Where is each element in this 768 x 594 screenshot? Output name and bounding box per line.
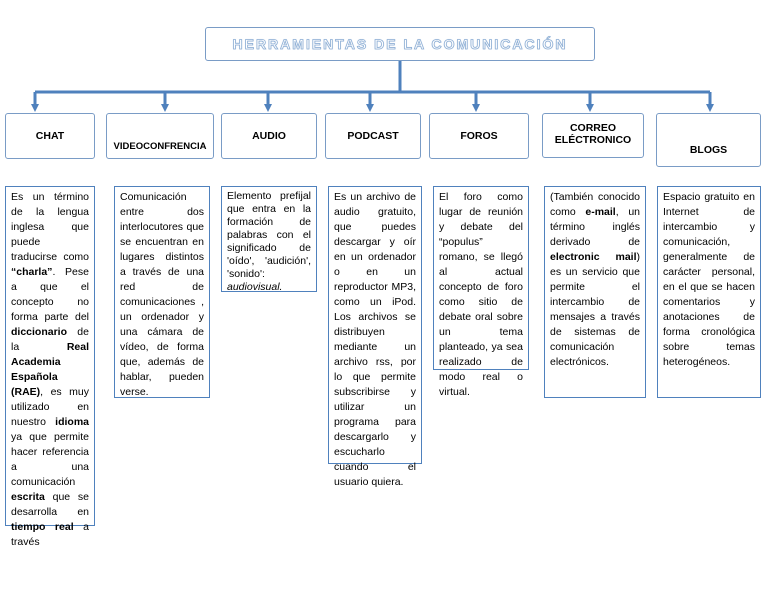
- header-chat-label: CHAT: [35, 130, 65, 142]
- header-podcast: [325, 113, 421, 159]
- desc-audio: Elemento prefijal que entra en la formación de palabras con el significado de 'oído', 'audición', 'sonido': audiovisual.: [221, 186, 317, 292]
- header-chat: [5, 113, 95, 159]
- header-audio-label: AUDIO: [252, 130, 286, 142]
- diagram-title: HERRAMIENTAS DE LA COMUNICACIÓN: [232, 36, 568, 52]
- desc-foros: El foro como lugar de reunión y debate del “populus” romano, se llegó al actual concepto de foro como sitio de debate oral sobre un tema planteado, ya sea realizado de modo real o virtual.: [433, 186, 529, 370]
- header-correo-label: CORREO ELÉCTRONICO: [554, 122, 632, 146]
- header-audio: [221, 113, 317, 159]
- header-videoconferencia-label: VIDEOCONFRENCIA: [113, 141, 207, 152]
- header-podcast-label: PODCAST: [347, 130, 399, 142]
- desc-correo: (También conocido como e-mail, un término inglés derivado de electronic mail) es un servicio que permite el intercambio de mensajes a través de sistemas de comunicación electrónicos.: [544, 186, 646, 398]
- desc-videoconferencia: Comunicación entre dos interlocutores que se encuentran en lugares distintos a través de una red de comunicaciones , un ordenador y una cámara de vídeo, de forma que, además de hablar, pueden verse.: [114, 186, 210, 398]
- desc-blogs: Espacio gratuito en Internet de intercambio y comunicación, generalmente de carácter personal, en el que se hacen comentarios y anotaciones de forma cronológica sobre temas heterogéneos.: [657, 186, 761, 398]
- desc-chat: Es un término de la lengua inglesa que puede traducirse como “charla”. Pese a que el concepto no forma parte del diccionario de la Real Academia Española (RAE), es muy utilizado en nuestro idioma ya que permite hacer referencia a una comunicación escrita que se desarrolla en tiempo real a través: [5, 186, 95, 526]
- header-correo: [542, 113, 644, 158]
- header-foros: [429, 113, 529, 159]
- header-blogs: [656, 113, 761, 167]
- header-foros-label: FOROS: [460, 130, 498, 142]
- header-blogs-label: BLOGS: [689, 144, 728, 156]
- header-videoconferencia: [106, 113, 214, 159]
- desc-podcast: Es un archivo de audio gratuito, que puedes descargar y oír en un ordenador o en un reproductor MP3, como un iPod. Los archivos se distribuyen mediante un archivo rss, por lo que permite subscribirse y utilizar un programa para descargarlo y escucharlo cuando el usuario quiera.: [328, 186, 422, 464]
- title-box: [205, 27, 595, 61]
